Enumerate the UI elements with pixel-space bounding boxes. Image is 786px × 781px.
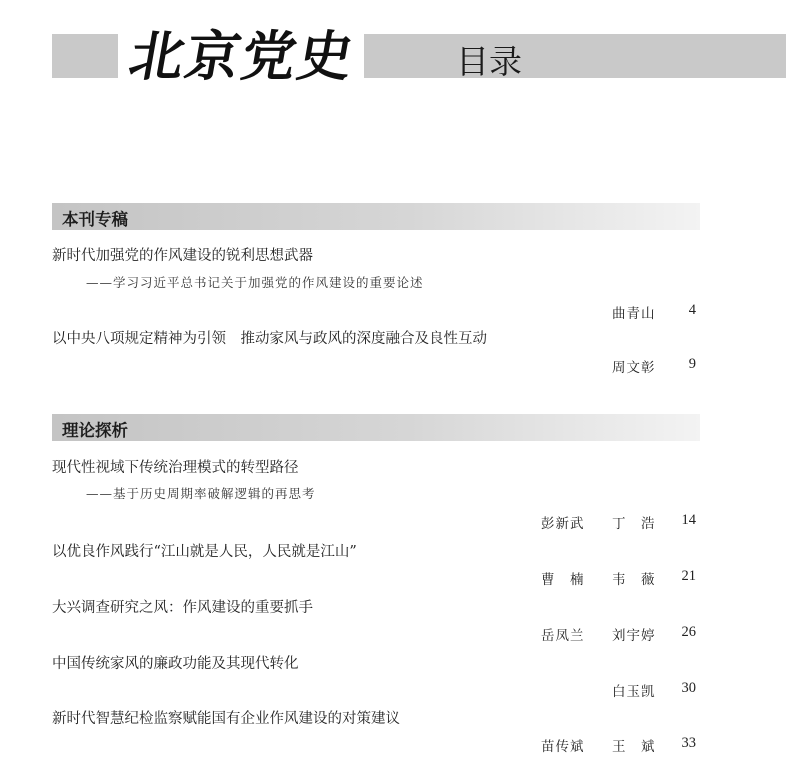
article-title[interactable]: 大兴调查研究之风：作风建设的重要抓手	[52, 600, 313, 616]
page-number: 30	[681, 680, 696, 696]
article-title[interactable]: 新时代智慧纪检监察赋能国有企业作风建设的对策建议	[52, 711, 400, 727]
article-title[interactable]: 现代性视域下传统治理模式的转型路径	[52, 460, 299, 476]
article-author: 曲青山	[612, 306, 656, 322]
section-header	[52, 203, 700, 230]
page-number: 26	[681, 624, 696, 640]
page-number: 4	[688, 302, 696, 318]
article-author: 韦 薇	[612, 572, 656, 588]
article-author: 刘宇婷	[612, 628, 656, 644]
article-author: 白玉凯	[612, 684, 656, 700]
section-title: 本刊专稿	[62, 210, 128, 229]
article-author: 丁 浩	[612, 516, 656, 532]
article-title[interactable]: 以中央八项规定精神为引领 推动家风与政风的深度融合及良性互动	[52, 331, 487, 347]
article-author: 苗传斌	[541, 739, 585, 755]
section-header	[52, 414, 700, 441]
article-author: 周文彰	[612, 360, 656, 376]
page-title: 目录	[456, 42, 522, 81]
masthead-logo: 北京党史	[124, 24, 360, 88]
article-title[interactable]: 新时代加强党的作风建设的锐利思想武器	[52, 248, 313, 264]
article-title[interactable]: 以优良作风践行“江山就是人民，人民就是江山”	[52, 544, 357, 560]
article-title[interactable]: 中国传统家风的廉政功能及其现代转化	[52, 656, 299, 672]
page-number: 21	[681, 568, 696, 584]
page-number: 33	[681, 735, 696, 751]
article-author: 彭新武	[541, 516, 585, 532]
page-number: 9	[688, 356, 696, 372]
article-author: 曹 楠	[541, 572, 585, 588]
article-subtitle: ——基于历史周期率破解逻辑的再思考	[86, 486, 316, 501]
article-subtitle: ——学习习近平总书记关于加强党的作风建设的重要论述	[86, 275, 424, 290]
article-author: 岳凤兰	[541, 628, 585, 644]
page-number: 14	[681, 512, 696, 528]
section-title: 理论探析	[62, 421, 128, 440]
article-author: 王 斌	[612, 739, 656, 755]
